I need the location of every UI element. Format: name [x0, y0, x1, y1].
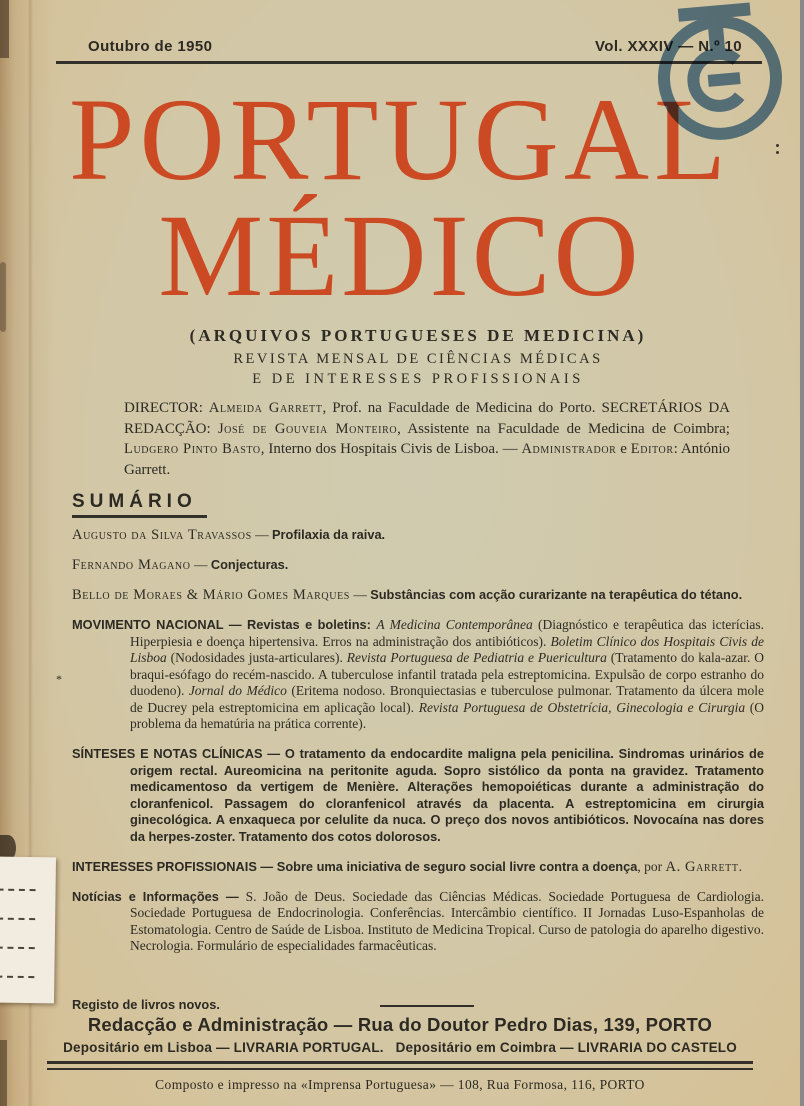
tab-dashed-line — [0, 976, 34, 979]
issue-date: Outubro de 1950 — [88, 38, 213, 55]
journal-subtitle: (ARQUIVOS PORTUGUESES DE MEDICINA) — [189, 326, 647, 345]
address-line: Redacção e Administração — Rua do Doutor Pedro Dias, 139, PORTO — [87, 1014, 713, 1035]
journal-tagline-1: REVISTA MENSAL DE CIÊNCIAS MÉDICAS — [233, 351, 603, 367]
summary-item: Augusto da Silva Travassos — Profilaxia da raiva. — [72, 527, 386, 543]
section-sinteses-notas-clinicas: SÍNTESES E NOTAS CLÍNICAS — O tratamento da endocardite maligna pela penicilina. Sindromas urinários de origem rectal. Aureomicina na peritonite aguda. Sopro sistólico da ponta na gravidez. Tratamento medicamentoso da vertigem de Menière. Alterações hemopoiéticas durante a administração do cloranfenicol. Passagem do cloranfenicol através da placenta. A estreptomicina em cirurgia ginecológica. A enxaqueca por celulite da nuca. O preço dos novos antibióticos. Novocaína nas dores da herpes-zoster. Tratamento dos cotos dolorosos. — [72, 746, 764, 844]
section-interesses-profissionais: INTERESSES PROFISSIONAIS — Sobre uma iniciativa de seguro social livre contra a doença, por A. Garrett. — [72, 858, 742, 875]
journal-title-line2: MÉDICO — [158, 190, 642, 321]
summary-item: Fernando Magano — Conjecturas. — [72, 557, 289, 573]
printer-imprint: Composto e impresso na «Imprensa Portuguesa» — 108, Rua Formosa, 116, PORTO — [155, 1077, 645, 1092]
margin-asterisk: * — [56, 672, 62, 686]
depositaries-line: Depositário em Lisboa — LIVRARIA PORTUGAL. Depositário em Coimbra — LIVRARIA DO CASTELO — [63, 1040, 737, 1055]
separator-rule — [380, 1005, 474, 1007]
section-movimento-nacional — [56, 617, 764, 733]
tab-dashed-line — [0, 947, 35, 950]
paper-bookmark-tab — [0, 857, 56, 1004]
summary-heading: SUMÁRIO — [72, 491, 207, 518]
binding-edge-mark — [0, 0, 9, 58]
registo-label: Registo de livros novos. — [72, 997, 220, 1012]
editorial-staff-block: DIRECTOR: Almeida Garrett, Prof. na Faculdade de Medicina do Porto. SECRETÁRIOS DA REDACÇÃO: José de Gouveia Monteiro, Assistente na Faculdade de Medicina de Coimbra; Ludgero Pinto Basto, Interno dos Hospitais Civis de Lisboa. — Administrador e Editor: António Garrett. — [124, 400, 731, 478]
tab-dashed-line — [0, 918, 35, 921]
section-noticias-informacoes: Notícias e Informações — S. João de Deus. Sociedade das Ciências Médicas. Sociedade Portuguesa de Cardiologia. Sociedade Portuguesa de Endocrinologia. Conferências. Intercâmbio científico. II Jornadas Luso-Espanholas de Estomatologia. Centro de Saúde de Lisboa. Instituto de Medicina Tropical. Curso de patologia do aparelho digestivo. Necrologia. Formulário de especialidades farmacêuticas. — [72, 888, 764, 953]
section-movimento-text: MOVIMENTO NACIONAL — Revistas e boletins: A Medicina Contemporânea (Diagnóstico e terapêutica das icterícias. Hiperpiesia e doença hipertensiva. Erros na administração dos antibióticos). Boletim Clínico dos Hospitais Civis de Lisboa (Nodosidades justa-articulares). Revista Portuguesa de Pediatria e Puericultura (Tratamento do kala-azar. O braqui-esófago do recém-nascido. A tuberculose infantil tratada pela estreptomicina. Expulsão de corpo estranho do duodeno). Jornal do Médico (Eritema nodoso. Bronquiectasias e tuberculose pulmonar. Tratamento da úlcera mole de Ducrey pela estreptomicina em aplicação local). Revista Portuguesa de Obstetrícia, Ginecologia e Cirurgia (O problema da hematúria na prática corrente). — [72, 617, 764, 731]
journal-tagline-2: E DE INTERESSES PROFISSIONAIS — [252, 371, 584, 387]
footer-double-rule — [47, 1061, 753, 1070]
registo-row — [72, 997, 764, 1013]
circular-ink-stamp-icon — [632, 0, 804, 161]
summary-heading-wrap — [72, 491, 764, 518]
journal-title-line1: PORTUGAL — [68, 74, 732, 205]
issue-volume: Vol. XXXIV — N.º 10 — [594, 38, 742, 55]
cover-footer — [0, 1014, 800, 1093]
tab-dashed-line — [0, 889, 36, 892]
cover-text-column — [56, 326, 764, 992]
summary-item: Bello de Moraes & Mário Gomes Marques — Substâncias com acção curarizante na terapêutica do tétano. — [72, 587, 743, 603]
